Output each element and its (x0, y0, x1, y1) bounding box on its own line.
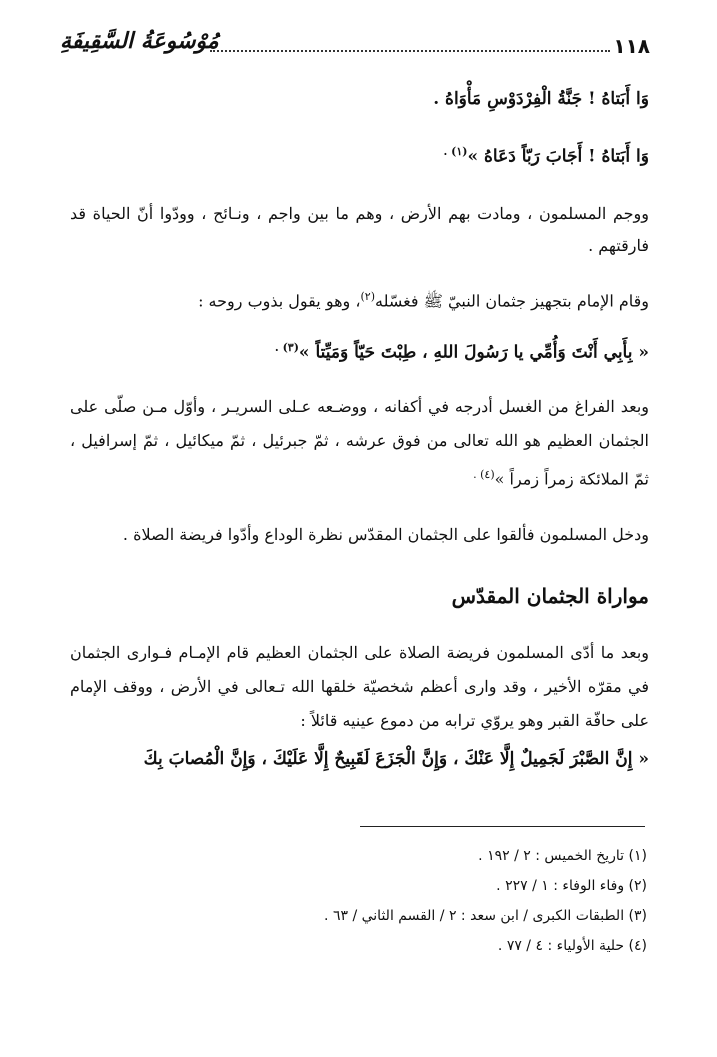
section-heading: مواراة الجثمان المقدّس (451, 584, 649, 608)
header-dotted-rule (210, 50, 610, 52)
footnote-1: (١) تاريخ الخميس : ٢ / ١٩٢ . (478, 848, 647, 864)
footnote-ref: (٤) . (473, 468, 495, 481)
paragraph-5: وبعد ما أدّى المسلمون فريضة الصلاة على الجثمان العظيم قام الإمـام فـوارى الجثمان في مقرّه الأخير ، وقد وارى أعظم شخصيّة خلقها الله تـعالى في الأرض ، ووقف الإمام على حافّة القبر وهو يروّي ترابه من دموع عينيه قائلاً : (70, 643, 649, 730)
verse-text: « بِأَبِي أَنْتَ وَأُمِّي يا رَسُولَ اللهِ ، طِبْتَ حَيّاً وَمَيِّتاً » (298, 342, 649, 363)
footnote-ref: (٣) . (274, 341, 299, 354)
paragraph-4: ودخل المسلمون فألقوا على الجثمان المقدّس نظرة الوداع وأدّوا فريضة الصلاة . (122, 525, 649, 544)
footnote-divider (360, 826, 645, 827)
footnote-3: (٣) الطبقات الكبرى / ابن سعد : ٢ / القسم الثاني / ٦٣ . (324, 908, 647, 924)
paragraph-text: ، وهو يقول بذوب روحه : (198, 291, 361, 311)
page-number: ١١٨ (613, 34, 650, 58)
verse-text: وَا أَبَتاهُ ! جَنَّةُ الْفِرْدَوْسِ مَأْوَاهُ . (433, 89, 649, 109)
verse-line-4: « إِنَّ الصَّبْرَ لَجَمِيلٌ إِلَّا عَنْكَ ، وَإِنَّ الْجَزَعَ لَقَبِيحٌ إِلَّا عَلَيْكَ ، وَإِنَّ الْمُصابَ بِكَ (143, 749, 649, 769)
verse-text: وَا أَبَتاهُ ! أَجَابَ رَبّاً دَعَاهُ » (467, 146, 649, 167)
verse-line-3 (70, 333, 649, 368)
footnote-ref: (١) . (443, 145, 468, 158)
page-header (60, 28, 650, 64)
verse-line-2 (70, 137, 649, 172)
paragraph-2 (70, 282, 649, 316)
footnote-2: (٢) وفاء الوفاء : ١ / ٢٢٧ . (496, 878, 647, 894)
paragraph-text: وبعد الفراغ من الغسل أدرجه في أكفانه ، ووضـعه عـلى السريـر ، وأوّل مـن صلّى على الجثمان العظيم هو الله تعالى من فوق عرشه ، ثمّ جبرئيل ، ثمّ ميكائيل ، ثمّ إسرافيل ، ثمّ الملائكة زمراً زمراً » (70, 397, 649, 489)
paragraph-1: ووجم المسلمون ، ومادت بهم الأرض ، وهم ما بين واجم ، ونـائح ، وودّوا أنّ الحياة قد فارقتهم . (70, 204, 649, 255)
paragraph-3 (70, 390, 649, 496)
footnote-ref: (٢) (360, 290, 376, 303)
book-title: مُوْسُوعَةُ السَّقِيفَةِ (60, 28, 219, 54)
footnote-4: (٤) حلية الأولياء : ٤ / ٧٧ . (497, 938, 647, 954)
verse-line-1 (70, 84, 649, 114)
paragraph-text: وقام الإمام بتجهيز جثمان النبيّ ﷺ فغسّله (375, 291, 649, 311)
